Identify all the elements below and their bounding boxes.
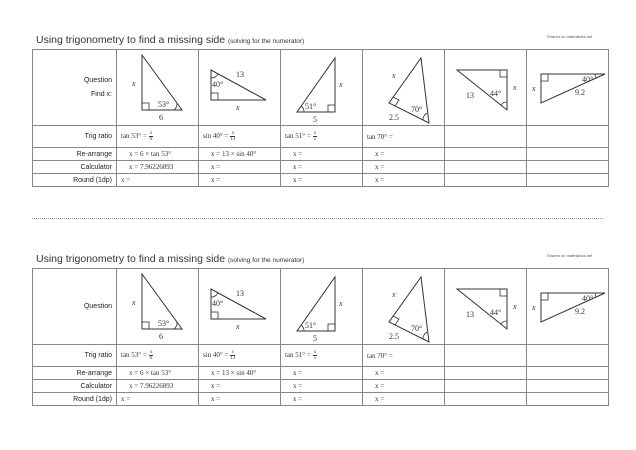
- triangle-diagram: [117, 269, 198, 344]
- round-cell[interactable]: x =: [363, 174, 445, 187]
- trig-ratio-cell[interactable]: tan 51° = $\frac{x}{5}$: [281, 345, 363, 367]
- rearrange-cell[interactable]: [527, 148, 609, 161]
- calculator-cell[interactable]: x =: [199, 380, 281, 393]
- triangle-diagram: [363, 50, 444, 125]
- svg-text:5: 5: [313, 334, 317, 343]
- svg-text:40°: 40°: [212, 80, 224, 89]
- rearrange-cell[interactable]: x =: [363, 367, 445, 380]
- svg-text:9.2: 9.2: [575, 88, 585, 97]
- triangle-diagram: [445, 269, 526, 344]
- svg-text:x: x: [513, 83, 517, 92]
- svg-text:x: x: [132, 79, 136, 88]
- svg-text:x: x: [339, 299, 343, 308]
- rearrange-cell[interactable]: x = 13 × sin 40°: [199, 148, 281, 161]
- round-cell[interactable]: x =: [199, 174, 281, 187]
- svg-text:53°: 53°: [158, 319, 170, 328]
- svg-text:x: x: [339, 80, 343, 89]
- trig-ratio-cell[interactable]: [445, 345, 527, 367]
- round-cell[interactable]: x =: [281, 174, 363, 187]
- calculator-cell[interactable]: x =: [281, 380, 363, 393]
- svg-text:x: x: [392, 71, 396, 80]
- calculator-cell[interactable]: [527, 380, 609, 393]
- svg-text:x: x: [236, 103, 240, 112]
- triangle-diagram: [527, 269, 608, 344]
- trig-ratio-row: [33, 345, 609, 367]
- calculator-cell[interactable]: x =: [363, 161, 445, 174]
- trig-ratio-cell[interactable]: tan 53° = $\frac{x}{6}$: [117, 345, 199, 367]
- trig-ratio-cell[interactable]: [445, 126, 527, 148]
- svg-text:x: x: [513, 302, 517, 311]
- round-cell[interactable]: [445, 174, 527, 187]
- trig-ratio-cell[interactable]: [527, 345, 609, 367]
- svg-text:70°: 70°: [411, 105, 423, 114]
- cut-line-divider: [32, 218, 603, 219]
- calculator-cell[interactable]: x =: [199, 161, 281, 174]
- trig-ratio-cell[interactable]: tan 70° =: [363, 126, 445, 148]
- svg-text:2.5: 2.5: [389, 332, 399, 341]
- triangle-diagram: [199, 50, 280, 125]
- round-cell[interactable]: x =: [281, 393, 363, 406]
- worksheet-table: [32, 268, 609, 406]
- trig-ratio-cell[interactable]: [527, 126, 609, 148]
- triangle-diagram: [199, 269, 280, 344]
- rearrange-cell[interactable]: x = 13 × sin 40°: [199, 367, 281, 380]
- round-cell[interactable]: x =: [363, 393, 445, 406]
- svg-text:53°: 53°: [158, 100, 170, 109]
- rearrange-cell[interactable]: [445, 148, 527, 161]
- svg-text:9.2: 9.2: [575, 307, 585, 316]
- trig-ratio-label: Trig ratio: [33, 126, 117, 148]
- rearrange-row: [33, 148, 609, 161]
- rearrange-cell[interactable]: x = 6 × tan 53°: [117, 148, 199, 161]
- trig-ratio-cell[interactable]: tan 53° = $\frac{x}{6}$: [117, 126, 199, 148]
- svg-text:13: 13: [466, 91, 474, 100]
- round-cell[interactable]: [527, 393, 609, 406]
- triangle-1: [117, 50, 199, 126]
- triangle-diagram: [117, 50, 198, 125]
- triangle-4: [363, 269, 445, 345]
- calculator-label: Calculator: [33, 161, 117, 174]
- calculator-cell[interactable]: [445, 161, 527, 174]
- rearrange-cell[interactable]: x = 6 × tan 53°: [117, 367, 199, 380]
- round-label: Round (1dp): [33, 393, 117, 406]
- round-row: [33, 174, 609, 187]
- trig-ratio-cell[interactable]: sin 40° = $\frac{x}{13}$: [199, 126, 281, 148]
- triangle-1: [117, 269, 199, 345]
- question-label: Question Find x:: [33, 50, 117, 126]
- svg-text:51°: 51°: [305, 321, 317, 330]
- svg-text:x: x: [532, 84, 536, 93]
- calculator-cell[interactable]: x = 7.96226893: [117, 161, 199, 174]
- rearrange-cell[interactable]: [527, 367, 609, 380]
- calculator-row: [33, 161, 609, 174]
- svg-text:5: 5: [313, 115, 317, 124]
- rearrange-label: Re-arrange: [33, 148, 117, 161]
- triangle-diagram: [281, 50, 362, 125]
- svg-text:44°: 44°: [490, 308, 502, 317]
- triangle-6: [527, 269, 609, 345]
- trig-ratio-cell[interactable]: sin 40° = $\frac{x}{13}$: [199, 345, 281, 367]
- svg-text:6: 6: [159, 332, 163, 341]
- svg-text:40°: 40°: [582, 294, 594, 303]
- question-label: Question: [33, 269, 117, 345]
- rearrange-cell[interactable]: x =: [281, 148, 363, 161]
- round-cell[interactable]: x =: [117, 393, 199, 406]
- credit-text: Shared on mathslinks.net: [547, 253, 593, 258]
- find-x-label: Find x:: [90, 91, 112, 98]
- rearrange-cell[interactable]: x =: [281, 367, 363, 380]
- rearrange-cell[interactable]: [445, 367, 527, 380]
- trig-ratio-row: [33, 126, 609, 148]
- svg-text:13: 13: [466, 310, 474, 319]
- calculator-row: [33, 380, 609, 393]
- svg-text:6: 6: [159, 113, 163, 122]
- triangle-2: [199, 269, 281, 345]
- calculator-cell[interactable]: x =: [363, 380, 445, 393]
- worksheet-table: [32, 49, 609, 187]
- svg-text:x: x: [132, 298, 136, 307]
- round-cell[interactable]: x =: [117, 174, 199, 187]
- rearrange-label: Re-arrange: [33, 367, 117, 380]
- triangle-6: [527, 50, 609, 126]
- calculator-cell[interactable]: [445, 380, 527, 393]
- worksheet-title: Using trigonometry to find a missing side (solving for the numerator): [36, 253, 305, 265]
- svg-text:x: x: [532, 303, 536, 312]
- trig-ratio-label: Trig ratio: [33, 345, 117, 367]
- worksheet-title: Using trigonometry to find a missing side (solving for the numerator): [36, 34, 305, 46]
- triangle-2: [199, 50, 281, 126]
- round-cell[interactable]: [527, 174, 609, 187]
- round-row: [33, 393, 609, 406]
- calculator-label: Calculator: [33, 380, 117, 393]
- triangle-diagram: [527, 50, 608, 125]
- round-cell[interactable]: [445, 393, 527, 406]
- triangle-3: [281, 269, 363, 345]
- trig-ratio-cell[interactable]: tan 51° = $\frac{x}{5}$: [281, 126, 363, 148]
- triangle-diagram: [363, 269, 444, 344]
- triangle-diagram: [281, 269, 362, 344]
- calculator-cell[interactable]: [527, 161, 609, 174]
- calculator-cell[interactable]: x =: [281, 161, 363, 174]
- triangle-3: [281, 50, 363, 126]
- svg-text:70°: 70°: [411, 324, 423, 333]
- trig-ratio-cell[interactable]: tan 70° =: [363, 345, 445, 367]
- triangle-diagram: [445, 50, 526, 125]
- round-label: Round (1dp): [33, 174, 117, 187]
- calculator-cell[interactable]: x = 7.96226893: [117, 380, 199, 393]
- rearrange-cell[interactable]: x =: [363, 148, 445, 161]
- svg-text:x: x: [236, 322, 240, 331]
- triangle-4: [363, 50, 445, 126]
- rearrange-row: [33, 367, 609, 380]
- svg-text:x: x: [392, 290, 396, 299]
- svg-text:40°: 40°: [212, 299, 224, 308]
- round-cell[interactable]: x =: [199, 393, 281, 406]
- svg-text:13: 13: [236, 70, 244, 79]
- svg-text:51°: 51°: [305, 102, 317, 111]
- triangle-5: [445, 50, 527, 126]
- svg-text:44°: 44°: [490, 89, 502, 98]
- credit-text: Shared on mathslinks.net: [547, 34, 593, 39]
- svg-text:13: 13: [236, 289, 244, 298]
- triangle-5: [445, 269, 527, 345]
- svg-text:2.5: 2.5: [389, 113, 399, 122]
- svg-text:40°: 40°: [582, 75, 594, 84]
